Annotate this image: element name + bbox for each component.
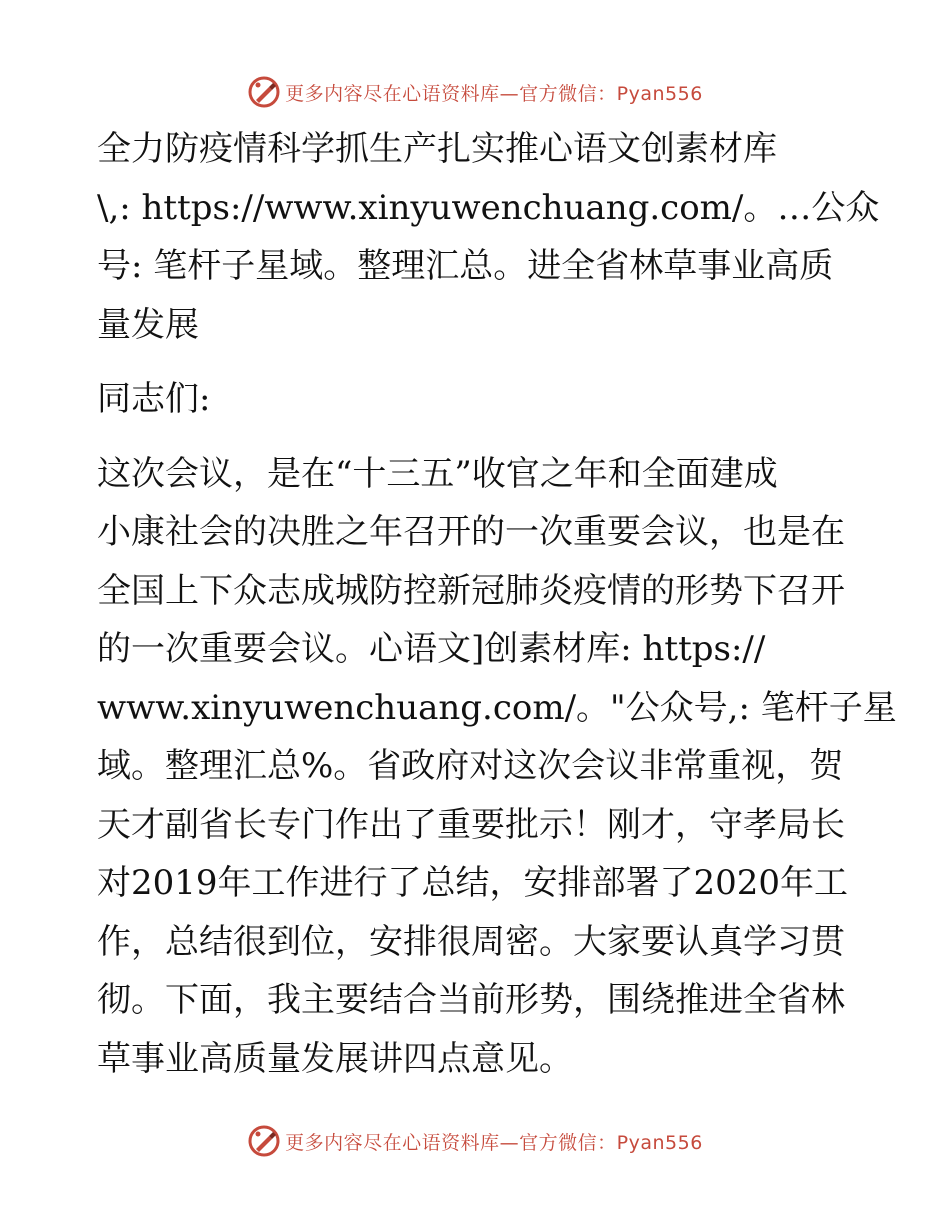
paragraph-line: 小康社会的决胜之年召开的一次重要会议，也是在	[97, 512, 845, 552]
footer-banner-text: 更多内容尽在心语资料库—官方微信：Pyan556	[285, 1131, 703, 1154]
paragraph-line: 全国上下众志成城防控新冠肺炎疫情的形势下召开	[97, 570, 845, 611]
paragraph-line: 草事业高质量发展讲四点意见。	[97, 1038, 573, 1079]
paragraph-line: 这次会议，是在“十三五”收官之年和全面建成	[97, 453, 778, 494]
salutation: 同志们:	[97, 379, 211, 419]
paragraph-line: 彻。下面，我主要结合当前形势，围绕推进全省林	[97, 980, 845, 1020]
title-line: 全力防疫情科学抓生产扎实推心语文创素材库	[97, 129, 777, 169]
paragraph-line: 域。整理汇总%。省政府对这次会议非常重视，贺	[97, 746, 844, 786]
header-banner	[0, 72, 950, 112]
document-title	[97, 120, 880, 354]
pen-logo-icon	[247, 75, 281, 109]
footer-banner	[0, 1121, 950, 1161]
pen-logo-icon	[247, 1124, 281, 1158]
document-body	[97, 120, 897, 1088]
paragraph-line: 天才副省长专门作出了重要批示！刚才，守孝局长	[97, 804, 845, 845]
paragraph-line: www.xinyuwenchuang.com/。"公众号,: 笔杆子星	[97, 687, 897, 728]
title-line: \,: https://www.xinyuwenchuang.com/。…公众	[97, 187, 880, 228]
paragraph-line: 的一次重要会议。心语文]创素材库: https://	[97, 629, 766, 669]
paragraph-line: 作，总结很到位，安排很周密。大家要认真学习贯	[97, 921, 845, 962]
body-paragraph	[97, 445, 897, 1089]
title-line: 号: 笔杆子星域。整理汇总。进全省林草事业高质	[97, 246, 834, 286]
header-banner-text: 更多内容尽在心语资料库—官方微信：Pyan556	[285, 82, 703, 105]
title-line: 量发展	[97, 304, 199, 345]
paragraph-line: 对2019年工作进行了总结，安排部署了2020年工	[97, 863, 849, 903]
